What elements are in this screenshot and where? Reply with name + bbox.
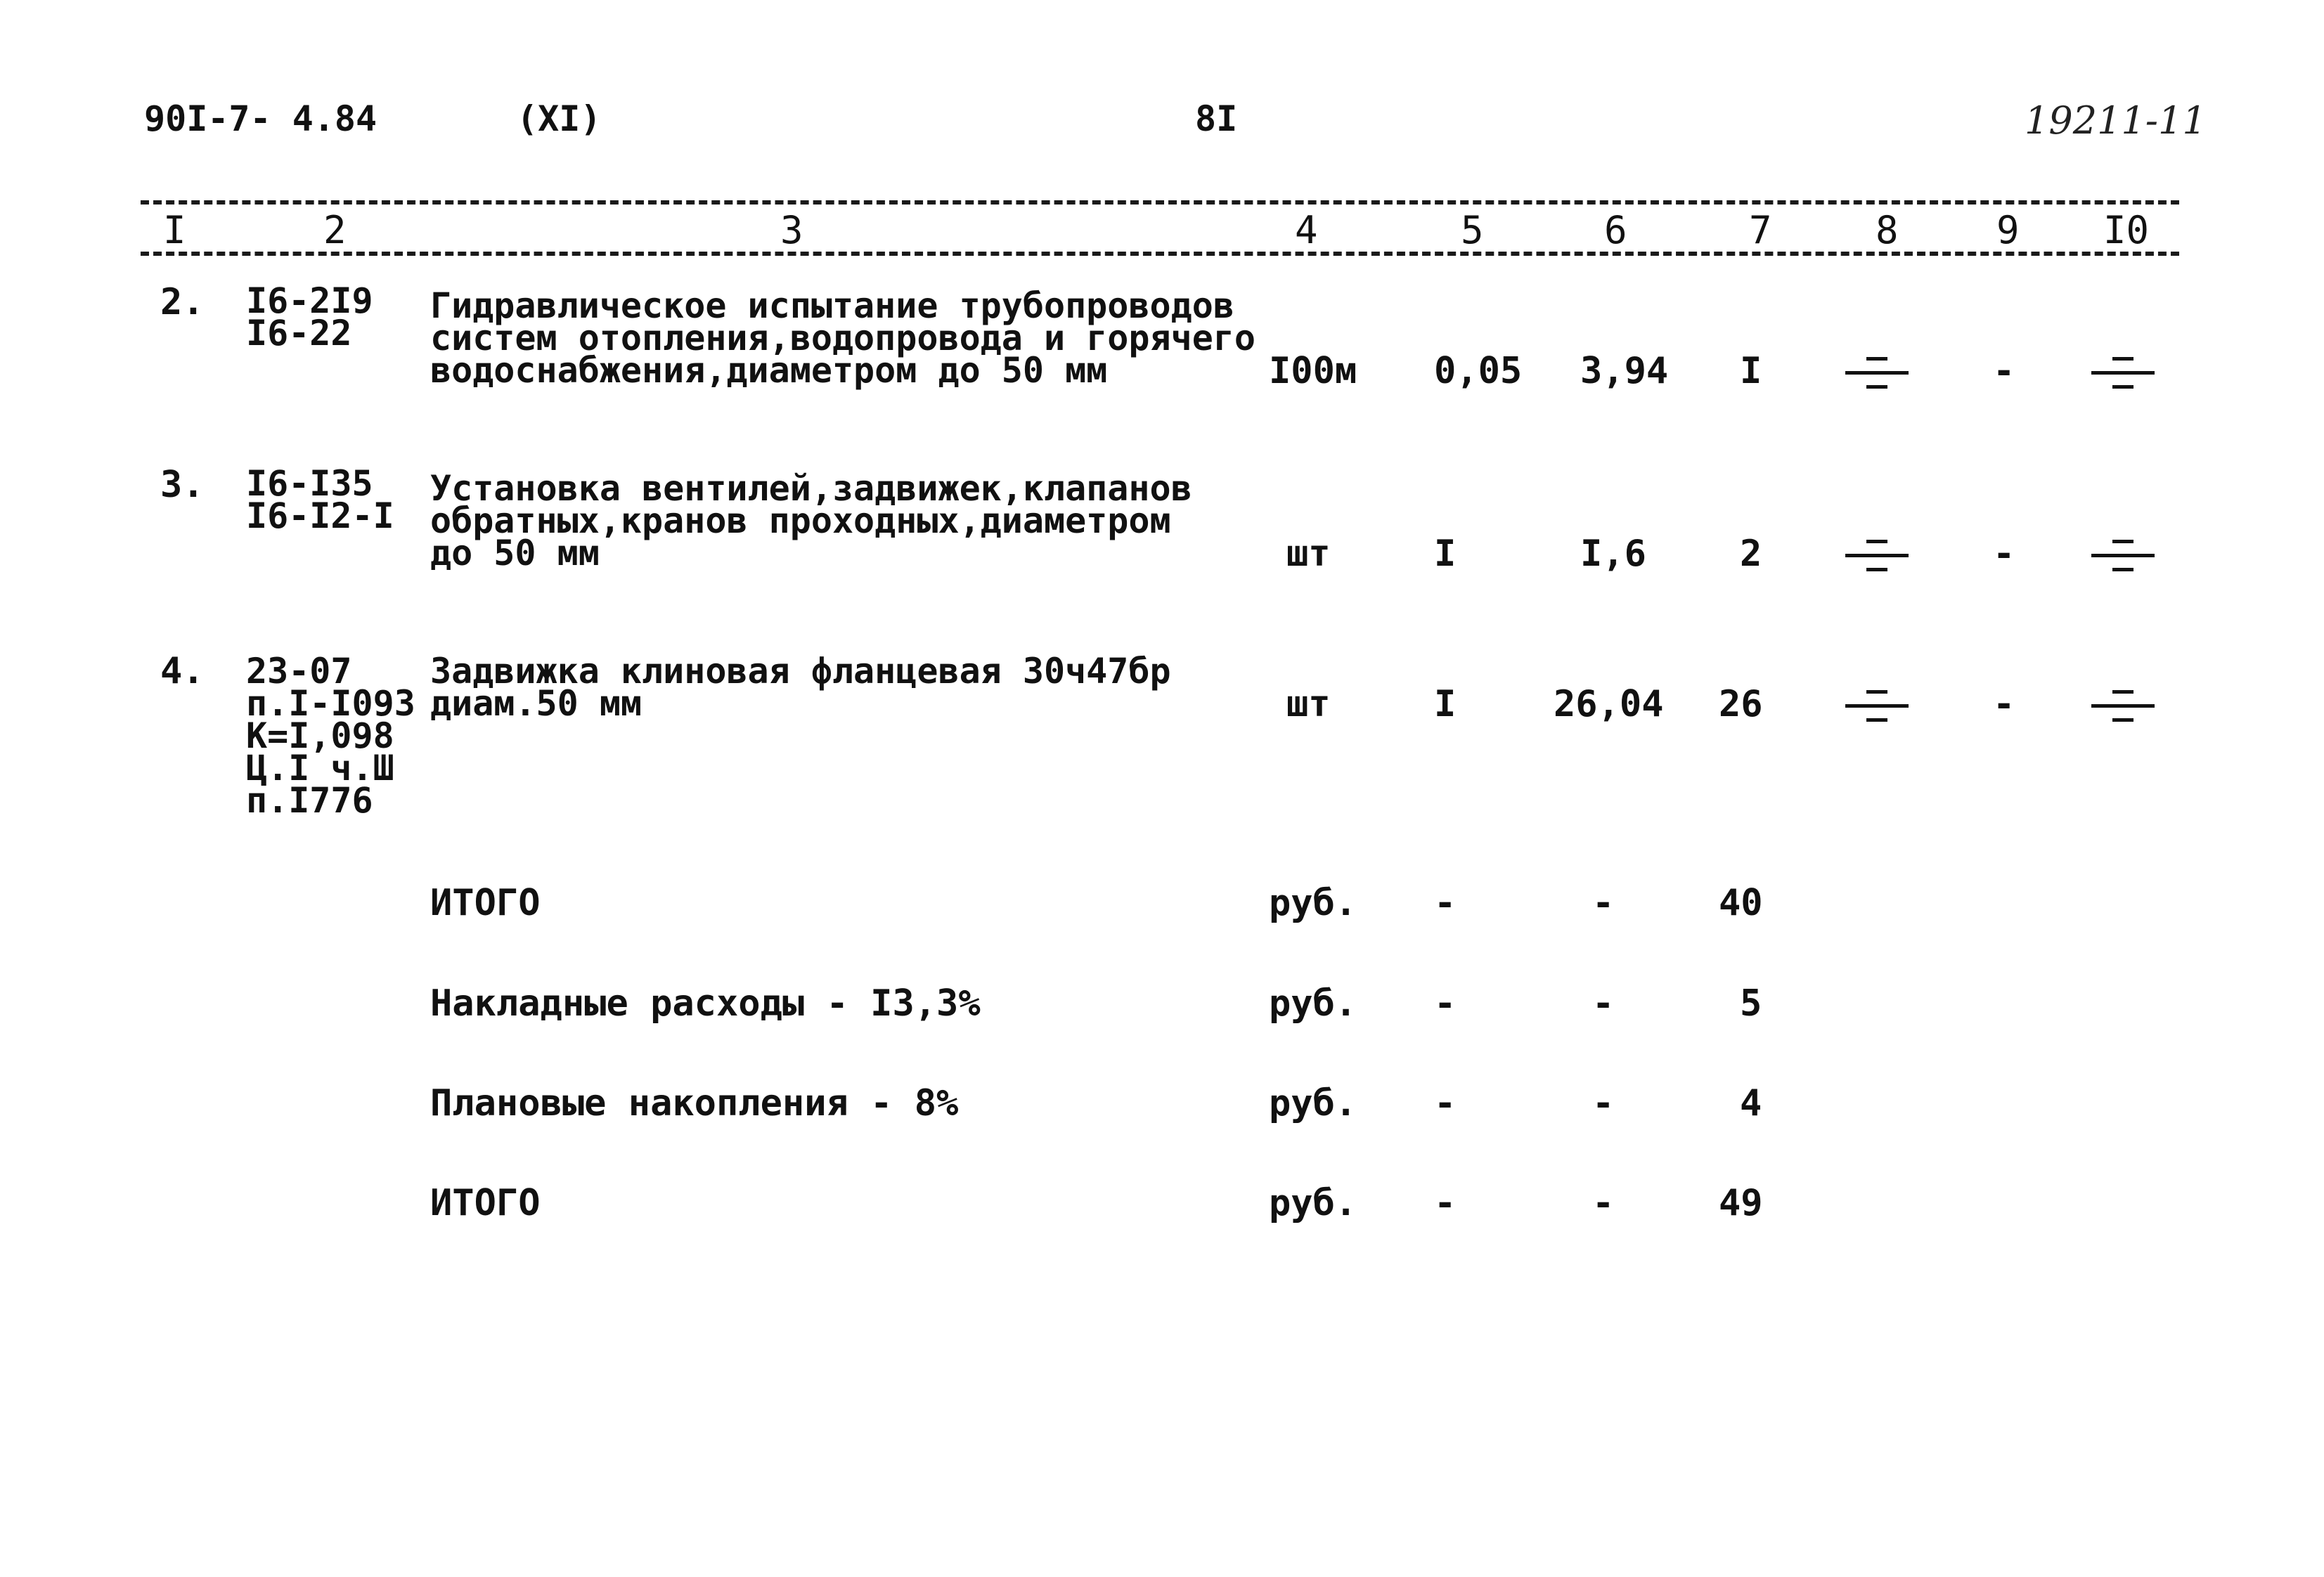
summary-value: 5: [1740, 982, 1762, 1025]
column-header-9: 9: [1996, 208, 2020, 252]
unit-price: 26,04: [1554, 683, 1664, 725]
ditto-mark: [1845, 686, 1909, 728]
inventory-number: 19211-11: [2025, 98, 2207, 143]
column-header-1: I: [163, 208, 186, 252]
ditto-mark: [2091, 686, 2155, 728]
row-number: 3.: [160, 464, 205, 506]
quantity: I: [1434, 533, 1457, 575]
summary-col-6: -: [1592, 882, 1615, 924]
summary-col-6: -: [1592, 982, 1615, 1025]
summary-label: ИТОГО: [430, 1182, 541, 1224]
column-header-3: 3: [780, 208, 803, 252]
column-header-10: I0: [2103, 208, 2150, 252]
column-header-7: 7: [1749, 208, 1772, 252]
page-number: 8I: [1195, 98, 1238, 139]
rate-code: I6-I35 I6-I2-I: [246, 463, 394, 536]
total-cost: 26: [1719, 683, 1763, 725]
row-number: 4.: [160, 650, 205, 692]
section-number: (XI): [517, 98, 602, 139]
column-9-value: -: [1993, 683, 2015, 725]
unit: шт: [1286, 533, 1331, 575]
unit: I00м: [1269, 350, 1357, 392]
ditto-mark: [1845, 353, 1909, 395]
column-9-value: -: [1993, 350, 2015, 392]
header-bottom-rule: [141, 252, 2179, 256]
summary-label: ИТОГО: [430, 882, 541, 924]
column-header-5: 5: [1461, 208, 1484, 252]
work-description: Гидравлическое испытание трубопроводов систем отопления,водопровода и горячего водоснабжения,диаметром до 50 мм: [430, 285, 1255, 391]
summary-col-6: -: [1592, 1082, 1615, 1124]
summary-value: 4: [1740, 1082, 1762, 1124]
ditto-mark: [2091, 536, 2155, 578]
summary-label: Накладные расходы - I3,3%: [430, 982, 981, 1025]
column-header-6: 6: [1604, 208, 1627, 252]
summary-value: 40: [1719, 882, 1763, 924]
column-header-2: 2: [323, 208, 347, 252]
summary-col-5: -: [1434, 882, 1457, 924]
header-top-rule: [141, 200, 2179, 205]
summary-unit: руб.: [1269, 1182, 1357, 1224]
summary-col-5: -: [1434, 982, 1457, 1025]
total-cost: I: [1740, 350, 1762, 392]
summary-col-5: -: [1434, 1182, 1457, 1224]
work-description: Задвижка клиновая фланцевая 30ч47бр диам.50 мм: [430, 651, 1171, 724]
column-header-8: 8: [1876, 208, 1899, 252]
document-code: 90I-7- 4.84: [144, 98, 377, 139]
summary-col-6: -: [1592, 1182, 1615, 1224]
summary-unit: руб.: [1269, 882, 1357, 924]
rate-code: 23-07 п.I-I093 К=I,098 Ц.I ч.Ш п.I776: [246, 651, 415, 821]
unit-price: 3,94: [1580, 350, 1669, 392]
total-cost: 2: [1740, 533, 1762, 575]
work-description: Установка вентилей,задвижек,клапанов обратных,кранов проходных,диаметром до 50 мм: [430, 468, 1192, 573]
unit: шт: [1286, 683, 1331, 725]
summary-unit: руб.: [1269, 982, 1357, 1025]
summary-value: 49: [1719, 1182, 1763, 1224]
summary-col-5: -: [1434, 1082, 1457, 1124]
column-9-value: -: [1993, 533, 2015, 575]
ditto-mark: [1845, 536, 1909, 578]
quantity: 0,05: [1434, 350, 1523, 392]
quantity: I: [1434, 683, 1457, 725]
rate-code: I6-2I9 I6-22: [246, 280, 373, 353]
ditto-mark: [2091, 353, 2155, 395]
unit-price: I,6: [1580, 533, 1646, 575]
summary-unit: руб.: [1269, 1082, 1357, 1124]
row-number: 2.: [160, 281, 205, 323]
summary-label: Плановые накопления - 8%: [430, 1082, 959, 1124]
column-header-4: 4: [1295, 208, 1318, 252]
